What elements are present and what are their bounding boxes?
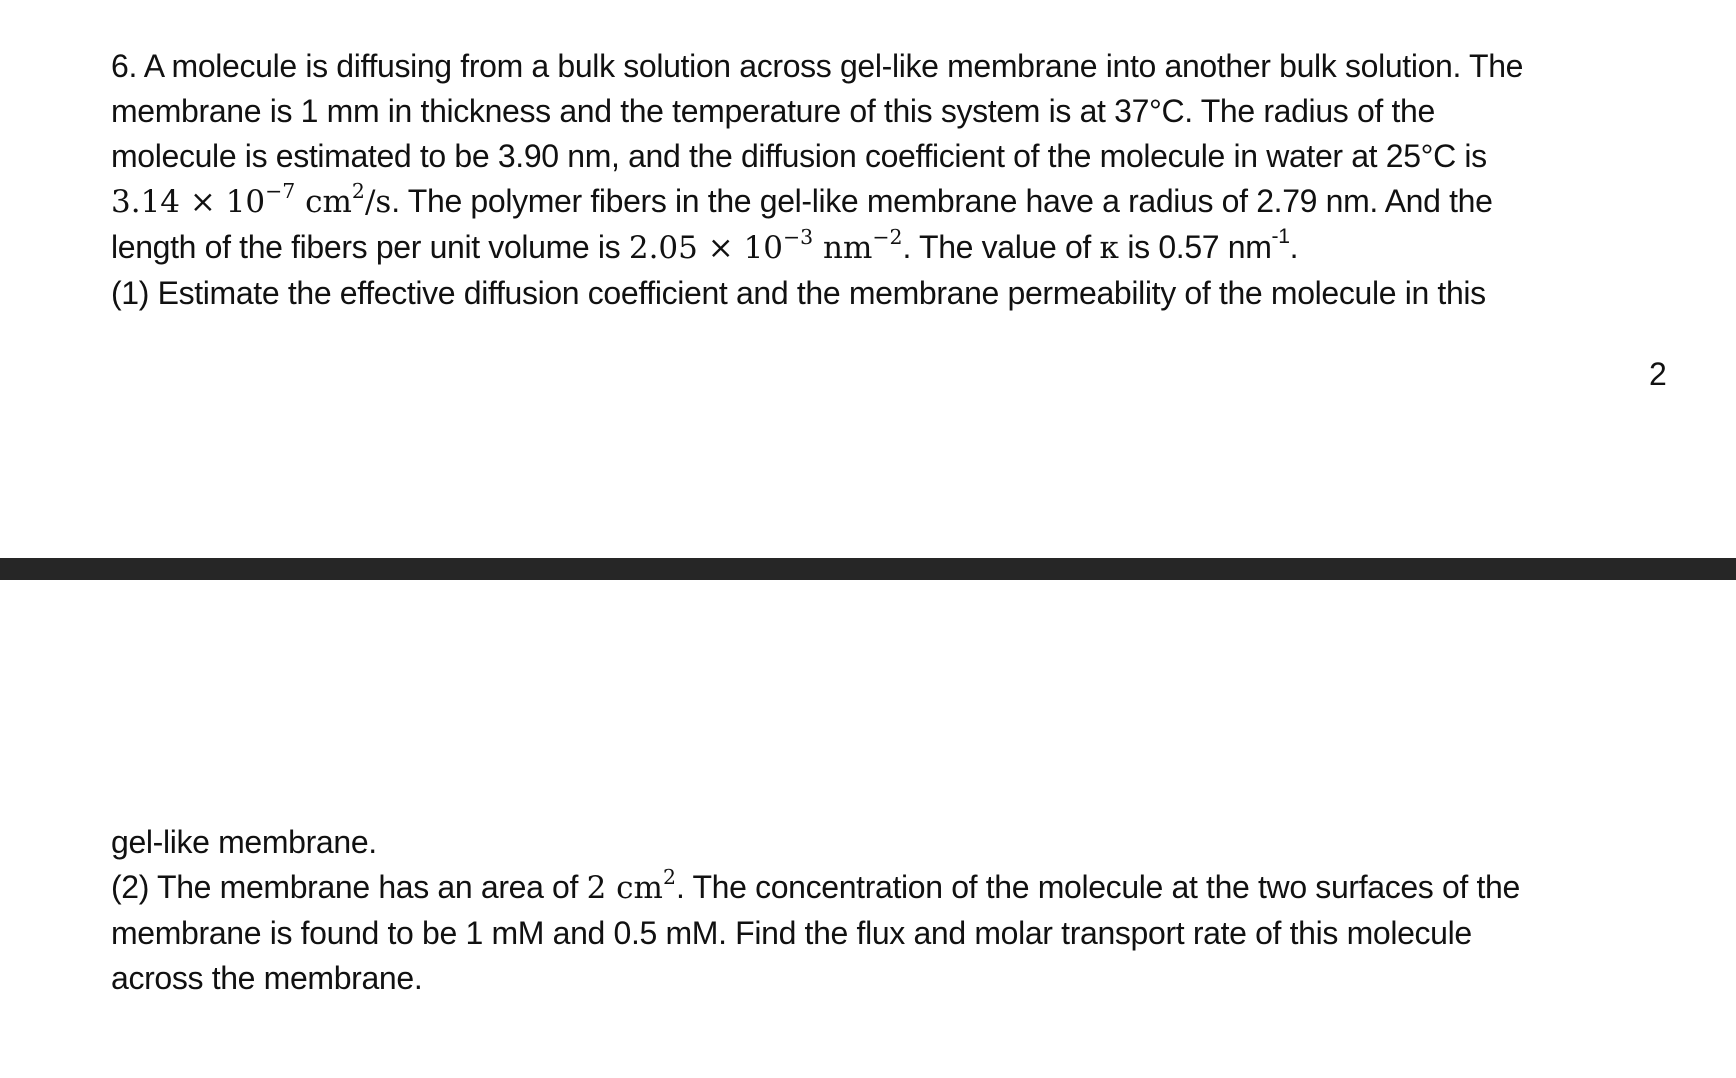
area-value: 2 $cm^2$ [586, 864, 676, 906]
problem-line-4: $3.14 \times 10^{-7}$ $cm^2/s$. The polymer fibers in the gel-like membrane have a radius of 2.79 nm. And the [111, 178, 1493, 220]
part-1-question: (1) Estimate the effective diffusion coefficient and the membrane permeability of the molecule in this [111, 275, 1486, 311]
page-number: 2 [1649, 356, 1667, 392]
problem-continuation [111, 820, 1711, 1001]
part-2-line-2: membrane is found to be 1 mM and 0.5 mM. Find the flux and molar transport rate of this molecule [111, 915, 1472, 951]
problem-line-2: membrane is 1 mm in thickness and the temperature of this system is at 37°C. The radius of the [111, 93, 1435, 129]
problem-statement [111, 44, 1711, 316]
problem-line-3: molecule is estimated to be 3.90 nm, and the diffusion coefficient of the molecule in water at 25°C is [111, 138, 1487, 174]
fiber-length-value: $2.05 \times 10^{-3}$ $nm^{-2}$ [628, 224, 903, 266]
part-2-line-1: (2) The membrane has an area of 2 $cm^2$. The concentration of the molecule at the two surfaces of the [111, 864, 1520, 906]
part-2-line-3: across the membrane. [111, 960, 423, 996]
problem-line-1: 6. A molecule is diffusing from a bulk solution across gel-like membrane into another bulk solution. The [111, 48, 1524, 84]
problem-line-5: length of the fibers per unit volume is $2.05 \times 10^{-3}$ $nm^{-2}$. The value of κ is 0.57 $nm^{-1}$. [111, 224, 1299, 266]
continuation-line: gel-like membrane. [111, 824, 377, 860]
page-break-divider [0, 558, 1736, 580]
kappa-symbol: κ [1099, 230, 1119, 266]
diffusion-coefficient-value: $3.14 \times 10^{-7}$ $cm^2/s$ [111, 178, 392, 220]
